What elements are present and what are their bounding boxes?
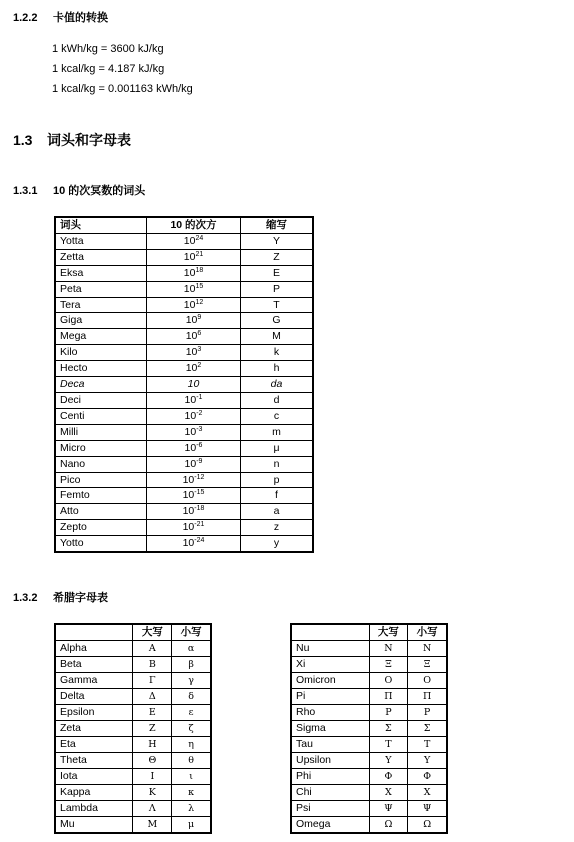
power-cell [147, 456, 241, 472]
prefix-name-cell: Micro [55, 440, 147, 456]
greek-letter-name: Mu [55, 817, 133, 834]
greek-uppercase: Κ [133, 785, 172, 801]
prefix-abbr-cell: da [241, 377, 314, 393]
greek-uppercase: Σ [369, 721, 408, 737]
greek-letter-name: Eta [55, 737, 133, 753]
power-base: 10 [185, 346, 198, 359]
greek-lowercase: η [172, 737, 211, 753]
power-exponent: -6 [196, 441, 203, 449]
prefix-name-cell: Giga [55, 313, 147, 329]
power-base: 10 [184, 441, 197, 454]
greek-uppercase: Ε [133, 705, 172, 721]
table-row [55, 408, 313, 424]
greek-letter-name: Tau [291, 737, 369, 753]
heading-title: 希腊字母表 [53, 592, 108, 604]
table-row [55, 233, 313, 249]
greek-uppercase: Ν [369, 641, 408, 657]
greek-uppercase: Μ [133, 817, 172, 834]
power-base: 10 [185, 314, 198, 327]
power-base: 10 [182, 521, 195, 534]
table-row [55, 785, 211, 801]
heading-number: 1.3.1 [13, 185, 38, 197]
table-row [55, 657, 211, 673]
greek-letter-name: Delta [55, 689, 133, 705]
prefix-abbr-cell: a [241, 504, 314, 520]
prefix-table-body [55, 233, 313, 552]
power-base: 10 [182, 505, 195, 518]
heading-1-3-2 [13, 589, 108, 605]
greek-lowercase: Ξ [408, 657, 447, 673]
table-row [55, 297, 313, 313]
table-row [291, 705, 447, 721]
power-cell [147, 281, 241, 297]
greek-lowercase: α [172, 641, 211, 657]
column-header: 10 的次方 [147, 217, 241, 233]
power-cell [147, 504, 241, 520]
greek-letter-name: Rho [291, 705, 369, 721]
greek-lowercase: Ψ [408, 801, 447, 817]
power-cell [147, 249, 241, 265]
prefix-name-cell: Centi [55, 408, 147, 424]
prefix-name-cell: Deci [55, 392, 147, 408]
greek-letter-name: Beta [55, 657, 133, 673]
table-row [291, 641, 447, 657]
power-exponent: 18 [195, 266, 204, 274]
greek-table-body [291, 641, 447, 834]
greek-uppercase: Ξ [369, 657, 408, 673]
column-header: 小写 [408, 624, 447, 641]
power-cell [147, 520, 241, 536]
table-row [291, 737, 447, 753]
greek-letter-name: Xi [291, 657, 369, 673]
greek-uppercase: Δ [133, 689, 172, 705]
prefix-name-cell: Eksa [55, 265, 147, 281]
power-cell [147, 297, 241, 313]
greek-alphabet-table-right [290, 623, 448, 834]
table-row [291, 785, 447, 801]
greek-lowercase: γ [172, 673, 211, 689]
power-cell [147, 472, 241, 488]
greek-lowercase: ζ [172, 721, 211, 737]
greek-letter-name: Alpha [55, 641, 133, 657]
greek-letter-name: Omicron [291, 673, 369, 689]
greek-lowercase: ι [172, 769, 211, 785]
power-exponent: -21 [194, 521, 205, 529]
power-cell [147, 313, 241, 329]
table-row [291, 673, 447, 689]
greek-lowercase: θ [172, 753, 211, 769]
heading-title: 卡值的转换 [53, 12, 108, 24]
table-row [291, 689, 447, 705]
table-row [55, 329, 313, 345]
column-header: 缩写 [241, 217, 314, 233]
greek-lowercase: Ν [408, 641, 447, 657]
greek-lowercase: Π [408, 689, 447, 705]
power-exponent: -12 [194, 473, 205, 481]
heading-1-2-2 [13, 9, 108, 25]
table-row [55, 673, 211, 689]
conversion-line: 1 kcal/kg = 4.187 kJ/kg [52, 63, 165, 75]
table-row [55, 265, 313, 281]
greek-letter-name: Epsilon [55, 705, 133, 721]
greek-lowercase: Τ [408, 737, 447, 753]
greek-uppercase: Ο [369, 673, 408, 689]
table-header-row [55, 624, 211, 641]
power-cell [147, 345, 241, 361]
greek-letter-name: Kappa [55, 785, 133, 801]
table-row [55, 488, 313, 504]
column-header: 词头 [55, 217, 147, 233]
prefix-abbr-cell: E [241, 265, 314, 281]
power-base: 10 [184, 393, 197, 406]
prefix-abbr-cell: Y [241, 233, 314, 249]
table-row [291, 657, 447, 673]
greek-table-body [55, 641, 211, 834]
prefix-abbr-cell: p [241, 472, 314, 488]
prefix-name-cell: Kilo [55, 345, 147, 361]
heading-title: 词头和字母表 [47, 132, 131, 148]
greek-letter-name: Theta [55, 753, 133, 769]
greek-uppercase: Χ [369, 785, 408, 801]
power-base: 10 [182, 473, 195, 486]
greek-letter-name: Gamma [55, 673, 133, 689]
greek-letter-name: Nu [291, 641, 369, 657]
power-exponent: 3 [197, 346, 202, 354]
greek-letter-name: Phi [291, 769, 369, 785]
prefix-abbr-cell: k [241, 345, 314, 361]
table-row [55, 520, 313, 536]
power-cell [147, 424, 241, 440]
power-base: 10 [183, 298, 196, 311]
greek-uppercase: Θ [133, 753, 172, 769]
table-row [291, 721, 447, 737]
greek-letter-name: Pi [291, 689, 369, 705]
greek-lowercase: Σ [408, 721, 447, 737]
prefix-abbr-cell: M [241, 329, 314, 345]
power-cell [147, 361, 241, 377]
greek-uppercase: Λ [133, 801, 172, 817]
heading-number: 1.2.2 [13, 12, 38, 24]
table-row [55, 345, 313, 361]
greek-uppercase: Ω [369, 817, 408, 834]
power-exponent: 6 [197, 330, 202, 338]
prefix-abbr-cell: d [241, 392, 314, 408]
power-base: 10 [183, 282, 196, 295]
power-base: 10 [184, 409, 197, 422]
prefix-name-cell: Zepto [55, 520, 147, 536]
power-base: 10 [183, 250, 196, 263]
prefix-name-cell: Hecto [55, 361, 147, 377]
greek-lowercase: Ω [408, 817, 447, 834]
greek-letter-name: Upsilon [291, 753, 369, 769]
prefix-abbr-cell: G [241, 313, 314, 329]
greek-lowercase: Φ [408, 769, 447, 785]
table-row [55, 281, 313, 297]
power-cell [147, 440, 241, 456]
column-header: 小写 [172, 624, 211, 641]
prefix-name-cell: Peta [55, 281, 147, 297]
power-exponent: 2 [197, 362, 202, 370]
greek-alphabet-table-left [54, 623, 212, 834]
power-cell [147, 377, 241, 393]
prefix-table [54, 216, 314, 553]
power-cell [147, 265, 241, 281]
power-exponent: -2 [196, 409, 203, 417]
prefix-name-cell: Yotto [55, 536, 147, 552]
table-row [291, 801, 447, 817]
table-row [55, 801, 211, 817]
power-exponent: -9 [196, 457, 203, 465]
greek-lowercase: Υ [408, 753, 447, 769]
power-exponent: -15 [194, 489, 205, 497]
prefix-name-cell: Milli [55, 424, 147, 440]
power-base: 10 [183, 266, 196, 279]
prefix-abbr-cell: Z [241, 249, 314, 265]
power-cell [147, 329, 241, 345]
table-row [55, 456, 313, 472]
prefix-name-cell: Femto [55, 488, 147, 504]
prefix-name-cell: Deca [55, 377, 147, 393]
power-exponent: 21 [195, 250, 204, 258]
power-exponent: 15 [195, 282, 204, 290]
greek-uppercase: Ζ [133, 721, 172, 737]
greek-lowercase: Ρ [408, 705, 447, 721]
heading-1-3 [13, 130, 131, 150]
table-row [55, 361, 313, 377]
power-base: 10 [185, 330, 198, 343]
table-row [55, 705, 211, 721]
table-row [55, 817, 211, 834]
greek-lowercase: ε [172, 705, 211, 721]
power-base: 10 [187, 378, 200, 391]
prefix-abbr-cell: f [241, 488, 314, 504]
power-exponent: -18 [194, 505, 205, 513]
column-header-blank [291, 624, 369, 641]
column-header: 大写 [133, 624, 172, 641]
greek-uppercase: Γ [133, 673, 172, 689]
table-row [55, 313, 313, 329]
prefix-name-cell: Atto [55, 504, 147, 520]
greek-lowercase: Χ [408, 785, 447, 801]
power-cell [147, 536, 241, 552]
greek-lowercase: λ [172, 801, 211, 817]
heading-1-3-1 [13, 182, 145, 198]
greek-letter-name: Omega [291, 817, 369, 834]
prefix-name-cell: Tera [55, 297, 147, 313]
power-cell [147, 488, 241, 504]
prefix-name-cell: Mega [55, 329, 147, 345]
greek-letter-name: Psi [291, 801, 369, 817]
power-base: 10 [182, 489, 195, 502]
power-exponent: -1 [196, 393, 203, 401]
greek-letter-name: Lambda [55, 801, 133, 817]
table-row [291, 753, 447, 769]
table-header-row [291, 624, 447, 641]
greek-letter-name: Zeta [55, 721, 133, 737]
prefix-name-cell: Zetta [55, 249, 147, 265]
power-base: 10 [184, 425, 197, 438]
table-row [291, 769, 447, 785]
table-row [291, 817, 447, 834]
greek-uppercase: Ψ [369, 801, 408, 817]
power-exponent: 9 [197, 314, 202, 322]
greek-uppercase: Β [133, 657, 172, 673]
greek-uppercase: Υ [369, 753, 408, 769]
prefix-name-cell: Pico [55, 472, 147, 488]
power-base: 10 [183, 234, 196, 247]
greek-lowercase: Ο [408, 673, 447, 689]
power-cell [147, 408, 241, 424]
power-exponent: -3 [196, 425, 203, 433]
table-row [55, 424, 313, 440]
column-header: 大写 [369, 624, 408, 641]
power-base: 10 [185, 362, 198, 375]
greek-lowercase: δ [172, 689, 211, 705]
prefix-abbr-cell: T [241, 297, 314, 313]
greek-lowercase: κ [172, 785, 211, 801]
prefix-abbr-cell: z [241, 520, 314, 536]
table-row [55, 737, 211, 753]
power-exponent: 24 [195, 234, 204, 242]
greek-letter-name: Chi [291, 785, 369, 801]
table-row [55, 536, 313, 552]
power-cell [147, 233, 241, 249]
table-row [55, 249, 313, 265]
power-base: 10 [184, 457, 197, 470]
table-row [55, 753, 211, 769]
prefix-name-cell: Yotta [55, 233, 147, 249]
table-row [55, 472, 313, 488]
prefix-abbr-cell: m [241, 424, 314, 440]
conversion-line: 1 kWh/kg = 3600 kJ/kg [52, 43, 164, 55]
power-exponent: 12 [195, 298, 204, 306]
greek-uppercase: Τ [369, 737, 408, 753]
table-row [55, 721, 211, 737]
power-exponent: -24 [194, 537, 205, 545]
conversion-line: 1 kcal/kg = 0.001163 kWh/kg [52, 83, 193, 95]
prefix-abbr-cell: c [241, 408, 314, 424]
greek-uppercase: Η [133, 737, 172, 753]
table-row [55, 504, 313, 520]
heading-title: 10 的次冥数的词头 [53, 185, 146, 197]
conversion-list [52, 39, 193, 99]
table-row [55, 641, 211, 657]
table-row [55, 392, 313, 408]
greek-uppercase: Α [133, 641, 172, 657]
power-cell [147, 392, 241, 408]
prefix-abbr-cell: P [241, 281, 314, 297]
prefix-name-cell: Nano [55, 456, 147, 472]
heading-number: 1.3.2 [13, 592, 38, 604]
greek-lowercase: β [172, 657, 211, 673]
heading-number: 1.3 [13, 132, 33, 148]
prefix-abbr-cell: h [241, 361, 314, 377]
prefix-abbr-cell: μ [241, 440, 314, 456]
greek-uppercase: Ρ [369, 705, 408, 721]
column-header-blank [55, 624, 133, 641]
table-row [55, 377, 313, 393]
prefix-abbr-cell: n [241, 456, 314, 472]
table-row [55, 689, 211, 705]
greek-letter-name: Sigma [291, 721, 369, 737]
greek-uppercase: Φ [369, 769, 408, 785]
greek-uppercase: Ι [133, 769, 172, 785]
table-row [55, 440, 313, 456]
table-row [55, 769, 211, 785]
greek-lowercase: μ [172, 817, 211, 834]
power-base: 10 [182, 537, 195, 550]
greek-uppercase: Π [369, 689, 408, 705]
table-header-row [55, 217, 313, 233]
prefix-abbr-cell: y [241, 536, 314, 552]
greek-letter-name: Iota [55, 769, 133, 785]
